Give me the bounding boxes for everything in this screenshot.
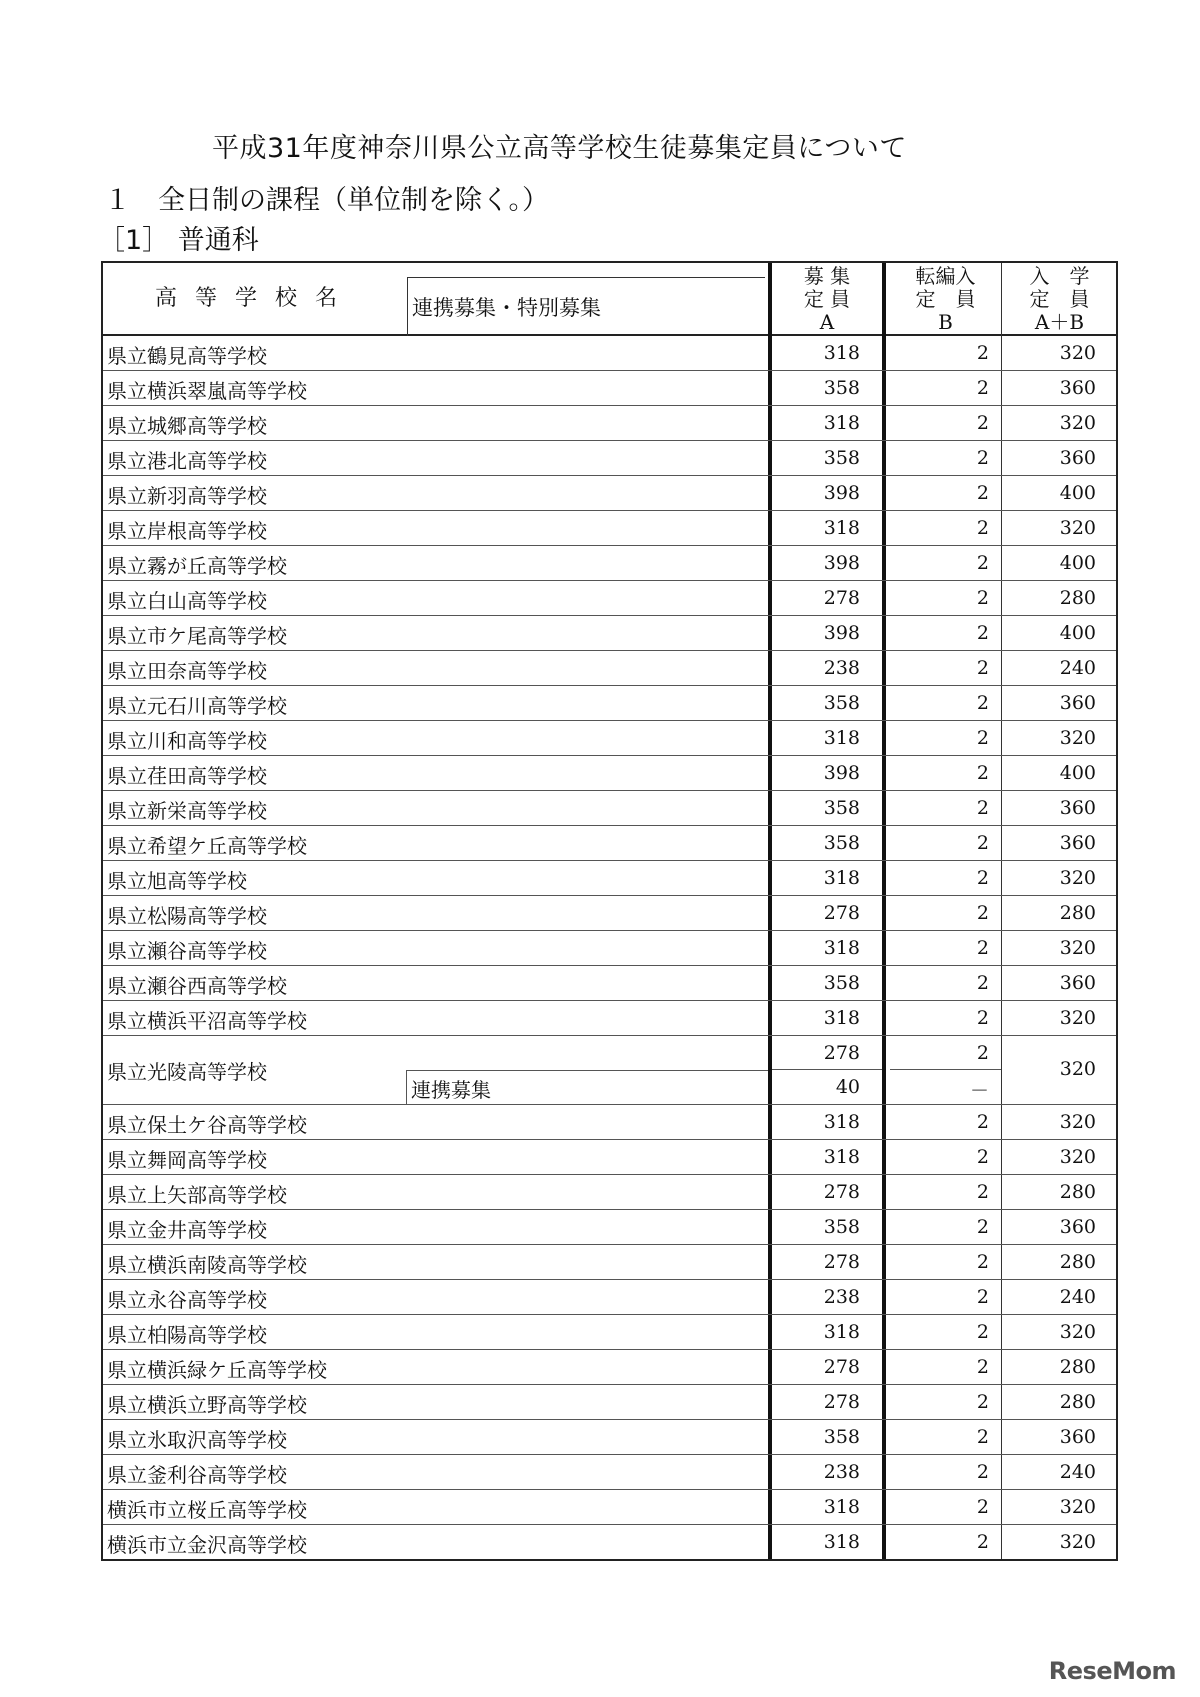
- school-name: 県立横浜南陵高等学校: [107, 1253, 307, 1277]
- table-row: [103, 651, 1116, 686]
- total-ab: 360: [1059, 377, 1096, 399]
- table-row: [103, 476, 1116, 511]
- total-ab: 360: [1059, 832, 1096, 854]
- capacity-a: 238: [768, 1280, 886, 1314]
- table-row: [103, 1525, 1116, 1559]
- school-name: 県立城郷高等学校: [107, 414, 267, 438]
- header-col-c-line1: 入 学: [1029, 264, 1090, 288]
- sub-recruitment-label: 連携募集: [406, 1070, 768, 1104]
- transfer-b: 2: [890, 1420, 1002, 1454]
- total-ab: 320: [1059, 342, 1096, 364]
- table-row: [103, 826, 1116, 861]
- transfer-b: 2: [890, 581, 1002, 615]
- table-row: [103, 1280, 1116, 1315]
- capacity-a: 318: [768, 721, 886, 755]
- school-name: 横浜市立金沢高等学校: [107, 1533, 307, 1557]
- table-row: [103, 1350, 1116, 1385]
- school-name: 県立横浜緑ケ丘高等学校: [107, 1358, 327, 1382]
- school-name: 県立田奈高等学校: [107, 659, 267, 683]
- capacity-a: 278: [768, 1245, 886, 1279]
- school-name: 県立川和高等学校: [107, 729, 267, 753]
- school-name: 県立松陽高等学校: [107, 904, 267, 928]
- transfer-b-linked: －: [969, 1080, 989, 1102]
- total-ab: 360: [1059, 1426, 1096, 1448]
- transfer-b: 2: [890, 441, 1002, 475]
- transfer-b: 2: [890, 1280, 1002, 1314]
- table-row: [103, 511, 1116, 546]
- transfer-b: 2: [890, 721, 1002, 755]
- table-row: [103, 1385, 1116, 1420]
- transfer-b: 2: [890, 336, 1002, 370]
- school-name: 県立瀬谷西高等学校: [107, 974, 287, 998]
- capacity-a: 398: [768, 546, 886, 580]
- total-ab: 320: [1059, 1111, 1096, 1133]
- capacity-a: 398: [768, 476, 886, 510]
- school-name: 県立瀬谷高等学校: [107, 939, 267, 963]
- header-col-b: [890, 263, 1002, 336]
- table-row: [103, 686, 1116, 721]
- school-name: 県立鶴見高等学校: [107, 344, 267, 368]
- transfer-b: 2: [890, 756, 1002, 790]
- capacity-a: 358: [768, 1210, 886, 1244]
- total-ab: 320: [1059, 1007, 1096, 1029]
- school-name: 県立横浜平沼高等学校: [107, 1009, 307, 1033]
- capacity-a: 318: [768, 1490, 886, 1524]
- enrollment-table: [101, 261, 1118, 1561]
- total-ab: 320: [1059, 1496, 1096, 1518]
- table-row: [103, 1175, 1116, 1210]
- school-name: 県立金井高等学校: [107, 1218, 267, 1242]
- transfer-b: 2: [890, 861, 1002, 895]
- total-ab: 320: [1059, 1058, 1096, 1080]
- capacity-a: 358: [768, 1420, 886, 1454]
- capacity-a: 278: [768, 581, 886, 615]
- transfer-b: 2: [890, 406, 1002, 440]
- transfer-b: 2: [890, 511, 1002, 545]
- table-row: [103, 1001, 1116, 1036]
- capacity-a: 318: [768, 1140, 886, 1174]
- transfer-b: 2: [890, 616, 1002, 650]
- capacity-a: [768, 1036, 886, 1104]
- school-name: 県立横浜翠嵐高等学校: [107, 379, 307, 403]
- total-ab: 360: [1059, 797, 1096, 819]
- transfer-b: 2: [890, 371, 1002, 405]
- header-sub-label: 連携募集・特別募集: [407, 277, 765, 336]
- capacity-a: 278: [768, 1385, 886, 1419]
- school-name: 県立白山高等学校: [107, 589, 267, 613]
- total-ab: 360: [1059, 692, 1096, 714]
- table-row: [103, 1490, 1116, 1525]
- school-name: 県立上矢部高等学校: [107, 1183, 287, 1207]
- school-name: 県立新栄高等学校: [107, 799, 267, 823]
- transfer-b: 2: [890, 476, 1002, 510]
- total-ab: 320: [1059, 412, 1096, 434]
- table-row: [103, 581, 1116, 616]
- capacity-a: 358: [768, 791, 886, 825]
- header-col-a-line1: 募 集: [803, 264, 851, 288]
- capacity-a: 318: [768, 1315, 886, 1349]
- transfer-b: 2: [890, 791, 1002, 825]
- subsection-heading: ［1］ 普通科: [98, 225, 259, 256]
- capacity-a: 398: [768, 756, 886, 790]
- transfer-b: 2: [890, 826, 1002, 860]
- transfer-b: 2: [890, 1210, 1002, 1244]
- capacity-a: 278: [768, 896, 886, 930]
- school-name: 県立氷取沢高等学校: [107, 1428, 287, 1452]
- total-ab: 400: [1059, 762, 1096, 784]
- transfer-b: 2: [890, 1490, 1002, 1524]
- total-ab: 320: [1059, 517, 1096, 539]
- header-col-b-line1: 転編入: [915, 264, 976, 288]
- header-col-c-line3: A＋B: [1034, 310, 1085, 334]
- capacity-a: 318: [768, 1001, 886, 1035]
- total-ab: 280: [1059, 1356, 1096, 1378]
- capacity-a: 318: [768, 861, 886, 895]
- transfer-b: 2: [890, 1315, 1002, 1349]
- total-ab: 400: [1059, 622, 1096, 644]
- table-row: [103, 931, 1116, 966]
- table-row: [103, 756, 1116, 791]
- school-name: 県立新羽高等学校: [107, 484, 267, 508]
- capacity-a: 358: [768, 826, 886, 860]
- school-name: 県立釜利谷高等学校: [107, 1463, 287, 1487]
- table-row: [103, 861, 1116, 896]
- total-ab: 320: [1059, 937, 1096, 959]
- table-row: [103, 1245, 1116, 1280]
- capacity-a: 318: [768, 336, 886, 370]
- table-row: [103, 336, 1116, 371]
- school-name: 県立旭高等学校: [107, 869, 247, 893]
- total-ab: 280: [1059, 1181, 1096, 1203]
- total-ab: 320: [1059, 1321, 1096, 1343]
- header-col-b-line2: 定 員: [915, 287, 976, 311]
- school-name: 県立市ケ尾高等学校: [107, 624, 287, 648]
- capacity-a: 238: [768, 1455, 886, 1489]
- header-col-c: [1003, 263, 1116, 336]
- capacity-a: 318: [768, 406, 886, 440]
- capacity-a: 318: [768, 1525, 886, 1559]
- total-ab: 360: [1059, 447, 1096, 469]
- total-ab: 240: [1059, 1461, 1096, 1483]
- capacity-a: 358: [768, 686, 886, 720]
- transfer-b: 2: [890, 1175, 1002, 1209]
- header-col-c-line2: 定 員: [1029, 287, 1090, 311]
- capacity-a-linked: 40: [835, 1076, 860, 1098]
- transfer-b: 2: [890, 1245, 1002, 1279]
- table-row: [103, 1315, 1116, 1350]
- capacity-a: 398: [768, 616, 886, 650]
- capacity-a-regular: 278: [772, 1036, 882, 1070]
- table-row: [103, 406, 1116, 441]
- document-title: 平成31年度神奈川県公立高等学校生徒募集定員について: [212, 133, 907, 164]
- table-row: [103, 1105, 1116, 1140]
- total-ab: 280: [1059, 587, 1096, 609]
- header-col-b-line3: B: [938, 310, 953, 334]
- school-name: 県立横浜立野高等学校: [107, 1393, 307, 1417]
- school-name: 県立霧が丘高等学校: [107, 554, 287, 578]
- transfer-b: 2: [890, 1455, 1002, 1489]
- school-name: 県立港北高等学校: [107, 449, 267, 473]
- school-name: 横浜市立桜丘高等学校: [107, 1498, 307, 1522]
- transfer-b: 2: [890, 651, 1002, 685]
- total-ab: 240: [1059, 1286, 1096, 1308]
- total-ab: 320: [1059, 867, 1096, 889]
- total-ab: 280: [1059, 1251, 1096, 1273]
- table-row: [103, 1455, 1116, 1490]
- table-row: [103, 371, 1116, 406]
- table-row: [103, 791, 1116, 826]
- capacity-a: 318: [768, 511, 886, 545]
- total-ab: 320: [1059, 1531, 1096, 1553]
- total-ab: 320: [1059, 1146, 1096, 1168]
- transfer-b: 2: [890, 1140, 1002, 1174]
- table-row: [103, 441, 1116, 476]
- transfer-b: 2: [890, 896, 1002, 930]
- capacity-a: 278: [768, 1175, 886, 1209]
- school-name: 県立荏田高等学校: [107, 764, 267, 788]
- transfer-b: 2: [890, 1350, 1002, 1384]
- school-name: 県立柏陽高等学校: [107, 1323, 267, 1347]
- total-ab: 280: [1059, 1391, 1096, 1413]
- school-name: 県立岸根高等学校: [107, 519, 267, 543]
- school-name: 県立元石川高等学校: [107, 694, 287, 718]
- school-name: 県立永谷高等学校: [107, 1288, 267, 1312]
- school-name: 県立保土ケ谷高等学校: [107, 1113, 307, 1137]
- transfer-b: 2: [890, 546, 1002, 580]
- table-header: [101, 261, 1118, 336]
- school-name: 県立希望ケ丘高等学校: [107, 834, 307, 858]
- watermark-logo: ReseMom: [1048, 1657, 1176, 1685]
- table-row: [103, 616, 1116, 651]
- total-ab: 240: [1059, 657, 1096, 679]
- transfer-b: 2: [890, 931, 1002, 965]
- table-row: [103, 721, 1116, 756]
- header-school-name: 高等学校名: [154, 286, 355, 311]
- capacity-a: 358: [768, 966, 886, 1000]
- section-heading: １ 全日制の課程（単位制を除く。）: [104, 185, 549, 216]
- total-ab: 280: [1059, 902, 1096, 924]
- transfer-b-regular: 2: [890, 1036, 1001, 1070]
- table-row: [103, 1210, 1116, 1245]
- transfer-b: 2: [890, 1525, 1002, 1559]
- table-row: [103, 1140, 1116, 1175]
- capacity-a: 318: [768, 931, 886, 965]
- capacity-a: 238: [768, 651, 886, 685]
- table-row: [103, 966, 1116, 1001]
- transfer-b: 2: [890, 966, 1002, 1000]
- capacity-a: 318: [768, 1105, 886, 1139]
- school-name: 県立光陵高等学校: [107, 1060, 267, 1084]
- transfer-b: 2: [890, 1001, 1002, 1035]
- table-row: [103, 1420, 1116, 1455]
- total-ab: 320: [1059, 727, 1096, 749]
- capacity-a: 278: [768, 1350, 886, 1384]
- total-ab: 400: [1059, 552, 1096, 574]
- capacity-a: 358: [768, 371, 886, 405]
- transfer-b: [890, 1036, 1002, 1104]
- school-name: 県立舞岡高等学校: [107, 1148, 267, 1172]
- header-col-a: [768, 263, 886, 336]
- header-col-a-line2: 定 員: [803, 287, 851, 311]
- table-body: [101, 336, 1118, 1561]
- table-row: [103, 896, 1116, 931]
- total-ab: 360: [1059, 1216, 1096, 1238]
- transfer-b: 2: [890, 686, 1002, 720]
- transfer-b: 2: [890, 1105, 1002, 1139]
- transfer-b: 2: [890, 1385, 1002, 1419]
- table-row-split: [103, 1036, 1116, 1105]
- total-ab: 400: [1059, 482, 1096, 504]
- header-col-a-line3: A: [819, 310, 835, 334]
- capacity-a: 358: [768, 441, 886, 475]
- total-ab: 360: [1059, 972, 1096, 994]
- table-row: [103, 546, 1116, 581]
